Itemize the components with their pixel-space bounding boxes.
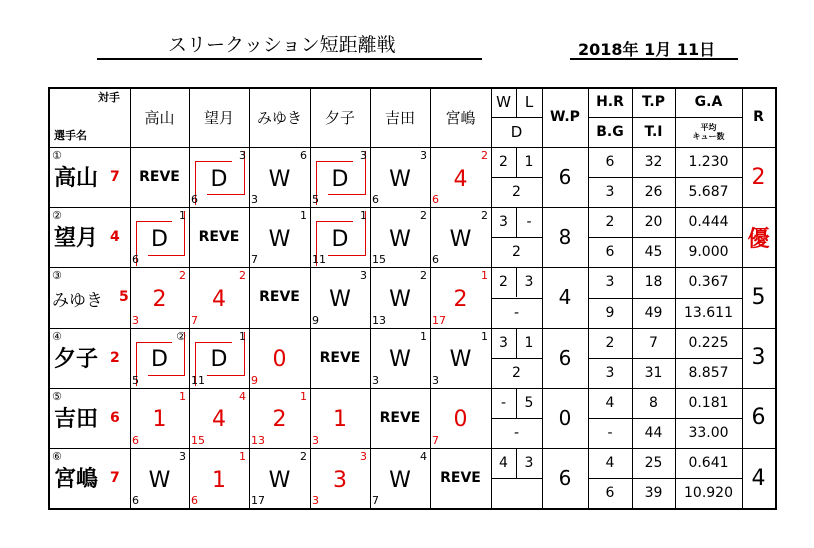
total-points-value: 7 [649, 334, 658, 351]
total-innings-value: 26 [644, 184, 663, 201]
losses-value: 1 [524, 154, 534, 171]
player-name: みゆき [52, 291, 103, 312]
total-innings-value: 49 [644, 304, 663, 321]
grid-line [588, 298, 632, 299]
header-l: L [524, 93, 534, 111]
match-cell [130, 388, 189, 448]
score-top: 6 [300, 149, 307, 162]
grid-line [632, 418, 675, 419]
wins-value: 2 [499, 274, 508, 291]
match-cell [310, 207, 370, 267]
page-date: 2018年 1月 11日 [578, 40, 716, 59]
match-cell [310, 388, 370, 448]
win-points-value: 6 [558, 466, 572, 491]
total-points-value: 8 [649, 394, 658, 411]
score-bottom: 11 [191, 373, 205, 387]
match-result: 3 [333, 467, 347, 493]
average-cue-count-value: 13.611 [684, 304, 733, 321]
reve-label: REVE [139, 169, 180, 186]
grid-line [516, 207, 517, 237]
player-number: ③ [52, 269, 62, 283]
grid-line [516, 388, 517, 418]
score-bottom: 6 [191, 193, 198, 207]
match-cell [430, 207, 491, 267]
match-cell [310, 147, 370, 207]
rank-value: 3 [751, 345, 766, 371]
match-cell [189, 147, 249, 207]
rank-value: 4 [751, 465, 766, 491]
grid-line [632, 177, 675, 178]
score-top: 2 [420, 209, 427, 223]
match-cell [130, 267, 189, 327]
high-run-value: 3 [605, 274, 615, 291]
player-name-cell-5 [48, 448, 130, 508]
score-bottom: 7 [372, 494, 379, 508]
score-top: 2 [300, 450, 307, 463]
high-run-value: 2 [605, 334, 615, 351]
header-tp: T.P [641, 94, 665, 110]
header-r: R [753, 109, 764, 125]
score-bottom: 5 [312, 193, 319, 207]
score-top: 3 [360, 450, 367, 463]
match-cell [430, 448, 491, 508]
header-hr: H.R [596, 94, 624, 110]
score-top: 1 [179, 389, 186, 403]
grid-line [189, 87, 190, 508]
score-top: 2 [179, 269, 186, 283]
match-result: W [268, 467, 291, 493]
match-result: 0 [453, 407, 468, 433]
losses-value: 3 [524, 455, 534, 472]
best-game-value: 3 [605, 364, 615, 381]
score-top: 2 [481, 209, 488, 223]
wins-value: - [500, 394, 507, 411]
header-opponent-1: 望月 [203, 108, 234, 127]
score-bottom: 7 [251, 253, 258, 267]
grid-line [130, 87, 131, 508]
total-points-value: 20 [644, 214, 663, 231]
score-bottom: 6 [132, 253, 139, 267]
high-run-value: 4 [605, 394, 615, 411]
grid-line [491, 177, 542, 178]
match-cell [370, 328, 430, 388]
losses-value: 1 [524, 334, 534, 351]
player-name-cell-1 [48, 207, 130, 267]
score-top: 3 [360, 269, 367, 283]
match-result: D [331, 166, 349, 192]
match-cell [189, 207, 249, 267]
header-ga: G.A [694, 94, 723, 110]
match-cell [249, 207, 310, 267]
player-name: 高山 [54, 166, 99, 191]
player-name-cell-0 [48, 147, 130, 207]
best-game-value: 3 [605, 184, 615, 201]
score-top: 2 [481, 149, 488, 162]
results-table [48, 87, 775, 508]
player-handicap: 7 [110, 470, 120, 486]
score-bottom: 7 [191, 313, 198, 327]
average-cue-count-value: 10.920 [684, 485, 733, 502]
grid-line [588, 177, 632, 178]
match-cell [430, 147, 491, 207]
grid-line [491, 478, 542, 479]
player-number: ⑤ [52, 389, 62, 403]
match-result: W [389, 226, 411, 252]
score-bottom: 9 [251, 373, 258, 387]
title-underline [97, 58, 482, 60]
score-bottom: 6 [432, 253, 439, 267]
header-bg: B.G [596, 124, 624, 140]
grid-line [675, 237, 742, 238]
total-innings-value: 44 [644, 424, 663, 441]
score-top: 2 [239, 269, 246, 283]
match-cell [430, 388, 491, 448]
draws-value: - [513, 304, 520, 321]
grid-line [588, 418, 632, 419]
header-d: D [510, 123, 523, 141]
score-bottom: 3 [312, 494, 319, 508]
score-top: 1 [300, 209, 307, 223]
match-result: D [331, 226, 349, 252]
header-ti: T.I [644, 124, 663, 140]
player-number: ② [52, 209, 62, 223]
player-number: ① [52, 149, 62, 162]
grid-line [48, 448, 775, 449]
match-cell [310, 448, 370, 508]
grid-line [249, 87, 250, 508]
match-cell [249, 147, 310, 207]
grid-line [542, 87, 543, 508]
draws-value: 2 [512, 244, 521, 261]
rank-value: 2 [751, 164, 766, 190]
match-result: 4 [212, 407, 226, 433]
match-cell [130, 448, 189, 508]
match-cell [249, 328, 310, 388]
score-bottom: 6 [372, 193, 379, 207]
score-top: 1 [420, 329, 427, 343]
match-cell [249, 267, 310, 327]
draws-value [491, 478, 542, 508]
grid-line [742, 87, 743, 508]
header-opponent-4: 吉田 [384, 108, 415, 127]
score-top: 1 [239, 329, 246, 343]
wins-value: 3 [499, 334, 508, 351]
grid-line [491, 237, 542, 238]
wins-value: 2 [499, 154, 508, 171]
draws-value: 2 [512, 184, 521, 201]
match-cell [370, 267, 430, 327]
win-points-value: 8 [558, 225, 572, 250]
header-opponent-2: みゆき [256, 108, 302, 127]
win-points-value: 4 [558, 285, 572, 310]
grid-line [370, 87, 371, 508]
wins-value: 4 [499, 455, 508, 472]
best-game-value: 9 [605, 304, 615, 321]
score-bottom: 3 [432, 373, 439, 387]
reve-label: REVE [379, 409, 421, 426]
score-bottom: 13 [251, 433, 265, 447]
score-top: 1 [239, 450, 246, 463]
player-name-cell-3 [48, 328, 130, 388]
high-run-value: 2 [605, 214, 615, 231]
grid-line [516, 448, 517, 478]
average-cue-count-value: 8.857 [688, 364, 729, 381]
player-handicap: 6 [110, 409, 120, 426]
total-points-value: 18 [644, 274, 663, 291]
player-name: 夕子 [54, 346, 99, 372]
losses-value: 3 [524, 274, 534, 291]
grid-line [48, 328, 775, 329]
player-handicap: 2 [110, 349, 120, 366]
match-result: 4 [453, 166, 468, 192]
score-bottom: 13 [372, 313, 386, 327]
date-underline [570, 58, 738, 60]
score-top: 1 [481, 329, 488, 343]
score-top: 1 [481, 269, 488, 283]
score-top: 4 [239, 389, 246, 403]
total-points-value: 32 [644, 154, 663, 171]
grid-line [491, 358, 542, 359]
player-handicap: 5 [119, 289, 129, 306]
player-handicap: 7 [110, 169, 120, 185]
match-cell [370, 147, 430, 207]
match-result: W [449, 347, 472, 373]
score-bottom: 11 [312, 253, 326, 267]
match-result: W [389, 347, 411, 373]
score-top: 3 [179, 450, 186, 463]
player-name: 宮嶋 [54, 467, 99, 492]
grid-line [675, 177, 742, 178]
match-cell [370, 388, 430, 448]
grid-line [588, 358, 632, 359]
reve-label: REVE [440, 470, 481, 487]
rank-value: 5 [751, 284, 766, 310]
score-bottom: 9 [312, 313, 319, 327]
score-bottom: 6 [132, 433, 139, 447]
win-points-value: 0 [558, 405, 572, 430]
draws-value: - [513, 424, 520, 441]
match-result: W [329, 286, 351, 312]
reve-label: REVE [319, 349, 361, 366]
match-cell [189, 448, 249, 508]
average-cue-count-value: 9.000 [688, 244, 729, 261]
grid-line [588, 237, 632, 238]
grid-line [632, 117, 675, 118]
score-bottom: 5 [132, 373, 139, 387]
score-bottom: 7 [432, 433, 439, 447]
player-name: 望月 [54, 226, 99, 252]
match-result: W [148, 467, 171, 493]
grid-line [588, 478, 632, 479]
average-cue-count-value: 33.00 [688, 424, 729, 441]
general-average-value: 1.230 [688, 154, 729, 171]
player-number: ④ [52, 329, 62, 343]
header-wp: W.P [550, 109, 580, 125]
grid-line [48, 267, 775, 268]
score-bottom: 3 [312, 433, 319, 447]
player-name-cell-4 [48, 388, 130, 448]
header-player-label: 選手名 [54, 129, 87, 142]
score-bottom: 3 [251, 193, 258, 207]
match-cell [370, 207, 430, 267]
match-result: W [268, 226, 291, 252]
win-points-value: 6 [558, 165, 572, 190]
match-cell [189, 328, 249, 388]
general-average-value: 0.444 [688, 214, 729, 231]
grid-line [491, 418, 542, 419]
score-top: ② [176, 329, 186, 343]
match-cell [310, 328, 370, 388]
score-top: 1 [300, 389, 307, 403]
grid-line [48, 207, 775, 208]
grid-line [675, 358, 742, 359]
header-opponent-0: 高山 [144, 108, 175, 127]
header-ga-sub: 平均 キュー数 [692, 123, 725, 141]
match-result: D [210, 347, 228, 373]
score-bottom: 3 [372, 373, 379, 387]
average-cue-count-value: 5.687 [688, 184, 729, 201]
grid-line [675, 478, 742, 479]
match-result: 2 [152, 286, 167, 312]
grid-line [632, 478, 675, 479]
losses-value: 5 [524, 394, 534, 411]
score-bottom: 6 [191, 494, 198, 508]
losses-value: - [526, 214, 532, 231]
reve-label: REVE [259, 289, 300, 306]
total-innings-value: 31 [644, 364, 663, 381]
match-result: W [268, 166, 291, 192]
grid-line [675, 418, 742, 419]
page-title: スリークッション短距離戦 [168, 34, 396, 56]
match-result: D [151, 347, 168, 373]
rank-value: 優 [747, 226, 770, 252]
header-opponent-5: 宮嶋 [445, 108, 476, 127]
header-w: W [496, 93, 511, 111]
grid-line [632, 237, 675, 238]
score-top: 3 [420, 149, 427, 162]
player-name-cell-2 [48, 267, 130, 327]
general-average-value: 0.181 [688, 394, 729, 411]
score-top: 2 [420, 269, 427, 283]
match-result: W [389, 166, 411, 192]
score-top: 1 [179, 209, 186, 223]
grid-line [675, 298, 742, 299]
match-result: D [151, 226, 168, 252]
match-result: 2 [272, 407, 287, 433]
score-bottom: 6 [132, 494, 139, 508]
best-game-value: 6 [605, 485, 615, 502]
grid-line [48, 147, 775, 148]
score-bottom: 17 [251, 494, 265, 508]
player-number: ⑥ [52, 450, 62, 463]
win-points-value: 6 [558, 345, 572, 370]
player-name: 吉田 [54, 406, 99, 432]
match-result: W [389, 467, 411, 493]
general-average-value: 0.225 [688, 334, 729, 351]
match-cell [430, 267, 491, 327]
match-cell [130, 147, 189, 207]
general-average-value: 0.367 [688, 274, 729, 291]
match-cell [310, 267, 370, 327]
match-result: 1 [333, 407, 347, 433]
match-result: W [449, 226, 472, 252]
match-result: 1 [212, 467, 226, 493]
header-diagonal [48, 87, 130, 147]
total-points-value: 25 [644, 455, 663, 472]
match-cell [370, 448, 430, 508]
grid-line [516, 328, 517, 358]
match-cell [249, 388, 310, 448]
total-innings-value: 45 [644, 244, 663, 261]
score-top: 3 [239, 149, 246, 162]
grid-line [632, 358, 675, 359]
header-opponent-label: 対手 [98, 91, 120, 104]
grid-line [675, 117, 742, 118]
match-cell [130, 207, 189, 267]
score-bottom: 3 [132, 313, 139, 327]
match-result: 2 [453, 286, 468, 312]
best-game-value: 6 [605, 244, 615, 261]
general-average-value: 0.641 [688, 455, 729, 472]
match-result: W [389, 286, 411, 312]
grid-line [491, 298, 542, 299]
match-result: 0 [272, 347, 287, 373]
high-run-value: 6 [605, 154, 615, 171]
grid-line [588, 117, 632, 118]
grid-line [48, 388, 775, 389]
score-bottom: 15 [372, 253, 386, 267]
match-cell [430, 328, 491, 388]
match-cell [130, 328, 189, 388]
total-innings-value: 39 [644, 485, 663, 502]
score-bottom: 15 [191, 433, 205, 447]
grid-line [491, 117, 542, 118]
match-result: 4 [212, 286, 226, 312]
grid-line [430, 87, 431, 508]
wins-value: 3 [499, 214, 508, 231]
grid-line [516, 267, 517, 297]
player-handicap: 4 [110, 229, 120, 246]
match-cell [189, 388, 249, 448]
high-run-value: 4 [605, 455, 615, 472]
grid-line [310, 87, 311, 508]
draws-value: 2 [512, 364, 521, 381]
grid-line [516, 87, 517, 117]
grid-line [632, 298, 675, 299]
reve-label: REVE [198, 229, 240, 246]
match-cell [189, 267, 249, 327]
grid-line [516, 147, 517, 177]
score-top: 4 [420, 450, 427, 463]
score-top: 3 [360, 149, 367, 162]
match-result: 1 [152, 407, 167, 433]
best-game-value: - [607, 424, 613, 441]
score-top: 1 [360, 209, 367, 223]
rank-value: 6 [751, 405, 766, 431]
header-opponent-3: 夕子 [324, 108, 355, 127]
match-result: D [210, 166, 228, 192]
score-bottom: 17 [432, 313, 446, 327]
score-bottom: 6 [432, 193, 439, 207]
match-cell [249, 448, 310, 508]
